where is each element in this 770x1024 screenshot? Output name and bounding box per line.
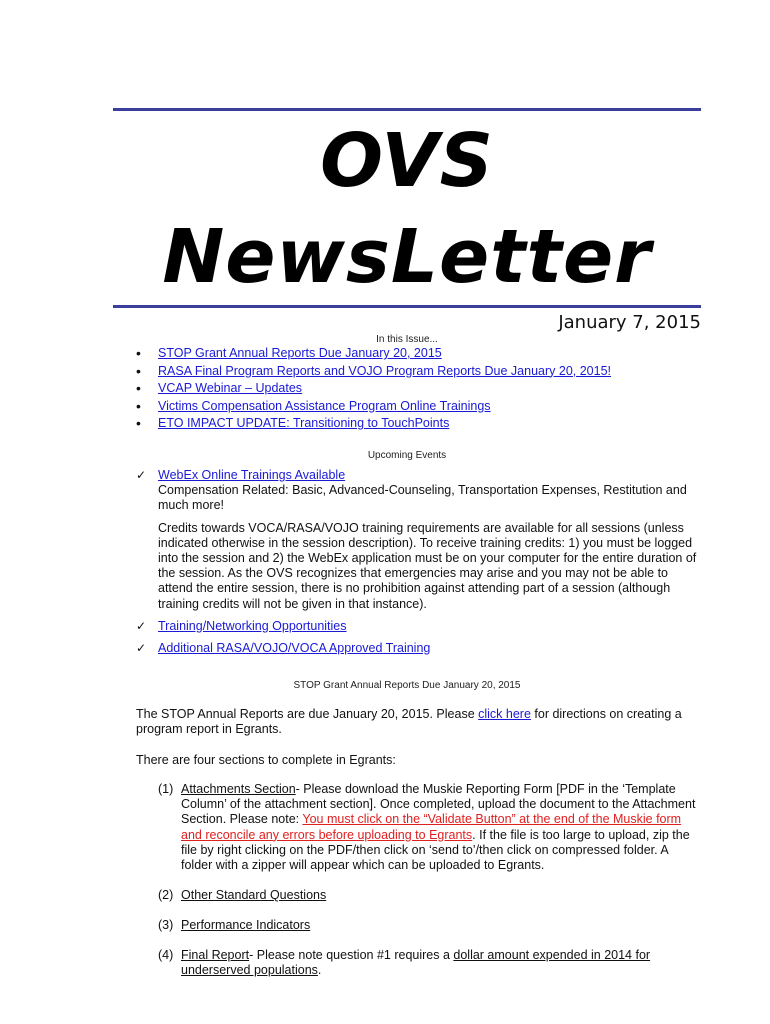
issue-link-victims-comp[interactable]: Victims Compensation Assistance Program Online Trainings: [158, 398, 491, 413]
event-additional: [136, 641, 701, 656]
section-number: (3): [158, 918, 174, 932]
issue-link-rasa[interactable]: RASA Final Program Reports and VOJO Program Reports Due January 20, 2015!: [158, 363, 611, 378]
top-rule: [113, 108, 701, 111]
click-here-link[interactable]: click here: [478, 707, 531, 721]
issue-list: [136, 345, 611, 433]
stop-paragraph: [136, 707, 696, 737]
issue-link-vcap[interactable]: VCAP Webinar – Updates: [158, 381, 303, 395]
section-text: - Please note question #1 requires a: [249, 948, 454, 962]
section-number: (1): [158, 782, 174, 796]
training-networking-link[interactable]: Training/Networking Opportunities: [158, 618, 347, 633]
section-item-4: [158, 948, 698, 978]
checkmark-icon: ✓: [136, 641, 147, 656]
additional-training-link[interactable]: Additional RASA/VOJO/VOCA Approved Training: [158, 641, 431, 656]
upcoming-events: [136, 468, 701, 656]
section-item-2: [158, 888, 698, 903]
checkmark-icon: ✓: [136, 618, 147, 633]
newsletter-title-line2: NewsLetter: [162, 214, 652, 300]
issue-item: [136, 345, 611, 363]
section-number: (4): [158, 948, 174, 962]
credits-paragraph: Credits towards VOCA/RASA/VOJO training requirements are available for all sessions (unless indicated otherwise in the session description). To receive training credits: 1) you must be logged into the session and 2) the WebEx application must be on your computer for the entire duration of the session. As the OVS recognizes that emergencies may arise and you may not be able to attend the entire session, there is no prohibition against attending part of a session (although training credits will not be given in that instance).: [158, 520, 697, 611]
issue-date: January 7, 2015: [558, 312, 701, 333]
section-title: Other Standard Questions: [181, 888, 327, 902]
section-item-1: [158, 782, 698, 873]
upcoming-events-label: Upcoming Events: [367, 450, 447, 461]
issue-link-eto[interactable]: ETO IMPACT UPDATE: Transitioning to TouchPoints: [158, 416, 450, 430]
issue-item: [136, 415, 611, 433]
issue-item: [136, 363, 611, 381]
stop-text-before: The STOP Annual Reports are due January 20, 2015. Please: [136, 707, 479, 721]
webex-description: Compensation Related: Basic, Advanced-Counseling, Transportation Expenses, Restitution and much more!: [158, 483, 687, 513]
four-sections-text: There are four sections to complete in Egrants:: [136, 753, 396, 767]
stop-section-heading: STOP Grant Annual Reports Due January 20, 2015: [293, 680, 521, 691]
checkmark-icon: ✓: [136, 468, 147, 482]
validate-warning: You must click on the “Validate Button” at the end of the Muskie form and reconcile any errors before uploading to Egrants: [181, 812, 682, 842]
issue-link-stop[interactable]: STOP Grant Annual Reports Due January 20, 2015: [158, 346, 442, 360]
newsletter-title-line1: OVS: [320, 118, 494, 204]
dollar-amount-note: dollar amount expended in 2014 for underserved populations: [181, 948, 651, 978]
issue-item: [136, 398, 611, 416]
section-text: . If the file is too large to upload, zip the file by right clicking on the PDF/then click on ‘send to’/then click on compressed folder. A folder with a zipper will appear which can be uploaded to Egrants.: [181, 827, 690, 873]
webex-trainings-link[interactable]: WebEx Online Trainings Available: [158, 468, 346, 482]
section-title: Final Report: [181, 948, 250, 962]
event-webex: [136, 468, 701, 612]
section-number: (2): [158, 888, 174, 902]
issue-item: [136, 380, 611, 398]
section-title: Attachments Section: [181, 782, 296, 796]
in-this-issue-label: In this Issue...: [376, 334, 438, 345]
bottom-rule: [113, 305, 701, 308]
section-text: - Please download the Muskie Reporting Form [PDF in the ‘Template Column’ of the attachment section]. Once completed, upload the document to the Attachment Section. Please note:: [181, 782, 696, 827]
section-text: .: [317, 963, 322, 978]
section-item-3: [158, 918, 698, 933]
stop-text-after: for directions on creating a program report in Egrants.: [136, 707, 682, 737]
section-title: Performance Indicators: [181, 918, 311, 932]
event-training: [136, 619, 701, 634]
